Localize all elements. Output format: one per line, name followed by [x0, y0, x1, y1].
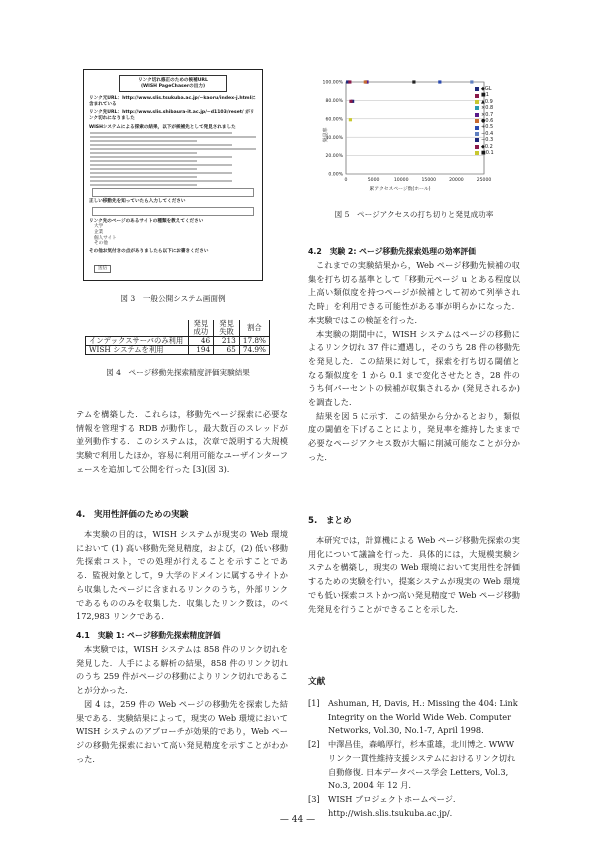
reference-text: WISH プロジェクトホームページ. http://wish.slis.tsukuba.ac.jp/.	[328, 793, 456, 818]
fig3-question2: リンク先のページのあるサイトの種類を教えてください	[89, 218, 204, 224]
legend-swatch	[475, 119, 479, 123]
legend-label: ■0.1	[481, 150, 494, 157]
table-cell: 46	[188, 337, 214, 346]
legend-swatch	[475, 113, 479, 117]
y-axis-label: 発見率	[323, 127, 329, 143]
section-4-2-heading: 4.2 実験 2: ページ移動先探索処理の効率評価	[308, 247, 476, 256]
section-4-heading: 4. 実用性評価のための実験	[76, 510, 189, 520]
fig3-candidate-line	[90, 172, 232, 174]
legend-swatch	[475, 100, 479, 104]
fig3-link-target: リンク先URL：http://www.slis.shibaura-it.ac.jp/~d1103/reset/ がリンク切れになりました	[89, 110, 255, 121]
table-cell: インデックスサーバのみ利用	[86, 337, 189, 346]
table-cell: 74.9%	[239, 346, 269, 355]
legend-label: ×0.8	[481, 105, 494, 112]
data-point	[349, 100, 352, 103]
page-number: — 44 —	[279, 815, 316, 825]
reference-text: Ashuman, H, Davis, H.: Missing the 404: Link Integrity on the World Wide Web. Computer Networks, Vol.30, No.1-7, April 1998.	[328, 698, 518, 736]
fig3-candidate-line	[90, 160, 197, 162]
left-paragraph-4: 図 4 は，259 件の Web ページの移動先を探索した結果である．実験結果によって，現実の Web 環境において WISH システムのアプローチが効果的であり，Web ページの移動先探索において高い発見精度を示すことがわかった．	[76, 698, 288, 764]
table-cell: WISH システムを利用	[86, 346, 189, 355]
reference-item	[308, 738, 520, 793]
left-paragraph-1: テムを構築した．これらは，移動先ページ探索に必要な情報を管理する RDB が動作し，最大数百のスレッドが並列動作する．このシステムは，次章で説明する大規模実験で利用したほか，容易に利用可能なユーザインターフェースを追加して公開を行った [3](図 3).	[76, 409, 288, 474]
reference-item	[308, 697, 520, 738]
right-paragraph-4: 本研究では，計算機による Web ページ移動先探索の実用化について議論を行った．具体的には，大規模実験システムを構築し，現実の Web 環境において実用性を評価するための実験を行い，提案システムが現実の Web 環境でも低い探索コストかつ高い発見精度で Web ページ移動先発見を行うことができることを示した．	[308, 535, 520, 614]
plot-frame	[346, 82, 484, 174]
y-tick-label: 80.00%	[325, 99, 343, 104]
fig3-question: 正しい移動先を知っていたら入力してください	[89, 199, 186, 205]
left-column-sec41	[76, 643, 288, 766]
data-point	[348, 80, 351, 83]
fig3-option[interactable]: 企業	[94, 229, 104, 235]
y-tick-label: 40.00%	[325, 135, 343, 141]
fig3-candidate-line	[90, 176, 197, 178]
right-paragraph-3: 結果を図 5 に示す．この結果から分かるとおり，類似度の閾値を下げることにより，発見率を維持したままで必要なページアクセス数が大幅に削減可能なことが分かった．	[308, 410, 520, 462]
x-tick-label: 20000	[449, 178, 464, 183]
chart-legend	[475, 86, 494, 156]
data-point	[470, 80, 473, 83]
table-cell: 65	[214, 346, 240, 355]
x-tick-label: 0	[344, 178, 348, 183]
references-list	[308, 697, 520, 820]
figure-4-caption: 図 4 ページ移動先探索精度評価実験結果	[106, 368, 250, 377]
table-header-row	[86, 320, 270, 337]
data-point	[349, 118, 352, 121]
legend-item	[475, 150, 494, 156]
fig3-link-source: リンク元URL：http://www.slis.tsukuba.ac.jp/~kaoru/index-j.htmlに含まれている	[89, 96, 256, 107]
legend-swatch	[475, 106, 479, 110]
legend-label: +0.5	[481, 124, 494, 131]
fig3-title: リンク切れ修正のための候補URL	[138, 78, 208, 83]
reference-text: 中澤昌佳，森嶋厚行，杉本重雄，北川博之. WWW リンク一貫性維持支援システムにおけるリンク切れ自動修復. 日本データベース学会 Letters, Vol.3, No.3, 2004 年 12 月.	[328, 739, 516, 791]
fig3-subtitle: (WISH PageChaserの出力)	[140, 83, 206, 89]
legend-swatch	[475, 126, 479, 130]
legend-swatch	[475, 87, 479, 91]
fig3-submit-button[interactable]: 送信	[94, 265, 111, 273]
x-tick-label: 10000	[393, 178, 409, 183]
legend-label: −0.3	[481, 137, 494, 144]
figure-3-screenshot	[83, 69, 263, 281]
fig3-candidate-line	[90, 152, 197, 154]
legend-swatch	[475, 132, 479, 136]
fig3-option[interactable]: 大学	[94, 224, 104, 230]
legend-label: ▲0.9	[481, 98, 493, 105]
right-paragraph-2: 本実験の期間中に，WISH システムはページの移動によるリンク切れ 37 件に遭遇し，そのうち 28 件の移動先を発見した．この結果に対して，探索を打ち切る閾値となる類似度を 1 から 0.1 まで変化させたとき，28 件のうち何パーセントの候補が収集されるか (発見されるか) を調査した．	[308, 328, 520, 408]
results-table	[85, 320, 270, 355]
x-tick-label: 15000	[421, 178, 437, 183]
table-header-cell	[86, 320, 189, 337]
left-column	[76, 408, 288, 477]
y-tick-label: 100.00%	[322, 80, 343, 86]
data-point	[364, 80, 367, 83]
fig3-option[interactable]: 個人サイト	[94, 235, 117, 241]
table-header-cell: 割合	[239, 320, 269, 337]
x-axis-label: 累アクセスページ数(ホール)	[369, 187, 431, 192]
fig3-footer: その他お気付きの点がありましたら以下にお書きください	[89, 248, 209, 254]
legend-label: ◆GL	[481, 86, 492, 92]
fig3-candidate-line	[90, 156, 232, 158]
figure-5-caption: 図 5 ページアクセスの打ち切りと発見成功率	[334, 210, 494, 219]
data-point	[412, 80, 415, 83]
fig3-candidate-line	[90, 136, 256, 138]
fig3-candidate-line	[90, 140, 197, 142]
table-header-cell: 発見失敗	[214, 320, 240, 337]
legend-label: ×0.7	[481, 111, 494, 118]
fig3-candidate-line	[90, 132, 232, 134]
legend-swatch	[475, 145, 479, 149]
legend-label: −0.4	[481, 130, 494, 137]
fig3-candidate-line	[90, 180, 232, 182]
fig3-status: WISHシステムによる探索の結果，以下が候補先として発見されました	[89, 124, 236, 130]
data-point	[438, 80, 441, 83]
table-header-cell: 発見成功	[188, 320, 214, 337]
fig3-candidate-line	[90, 168, 197, 170]
table-cell: 194	[188, 346, 214, 355]
legend-swatch	[475, 94, 479, 98]
fig3-answer-input[interactable]	[92, 207, 254, 216]
figure-3-caption: 図 3 一般公開システム画面例	[120, 294, 226, 303]
y-tick-label: 20.00%	[325, 154, 343, 160]
fig3-candidate-line	[90, 184, 197, 186]
table-row	[86, 346, 270, 355]
right-column-sec42	[308, 259, 520, 465]
right-paragraph-1: これまでの実験結果から，Web ページ移動先候補の収集を打ち切る基準として「移動元ページ u とある程度以上高い類似度を持つページが候補として初めて列挙された時」を利用できる可能性がある事が明らかになった．本実験ではこの検証を行った．	[308, 260, 520, 325]
left-column-sec4	[76, 528, 288, 624]
fig3-candidate-line	[90, 148, 256, 150]
reference-number: [3]	[308, 793, 320, 804]
x-tick-label: 25000	[476, 178, 492, 183]
table-cell: 17.8%	[239, 337, 269, 346]
legend-label: ◆0.2	[481, 143, 493, 150]
fig3-candidate-line	[90, 164, 232, 166]
legend-label: ●0.6	[481, 118, 494, 125]
references-heading: 文献	[308, 677, 326, 687]
table-cell: 213	[214, 337, 240, 346]
section-5-heading: 5. まとめ	[308, 516, 352, 526]
fig3-title-box	[119, 75, 227, 92]
right-column-sec5	[308, 534, 520, 616]
left-paragraph-2: 本実験の目的は，WISH システムが現実の Web 環境において (1) 高い移動先発見精度，および，(2) 低い移動先探索コスト，での処理が行えることを示すことである．監視対象として，9 大学のドメインに属するサイトから収集したページに含まれるリンクのうち，外部リンクであるもののみを収集した．収集したリンク数は，のべ 172,983 リンクである．	[76, 529, 288, 622]
left-paragraph-3: 本実験では，WISH システムは 858 件のリンク切れを発見した．人手による解析の結果，858 件のリンク切れのうち 259 件がページの移動によりリンク切れであることが分かった．	[76, 644, 288, 696]
reference-number: [1]	[308, 698, 320, 708]
y-tick-label: 0.00%	[328, 172, 343, 178]
reference-number: [2]	[308, 739, 320, 750]
x-tick-label: 5000	[367, 178, 380, 183]
legend-swatch	[475, 151, 479, 155]
legend-swatch	[475, 138, 479, 142]
legend-label: ■1	[481, 92, 489, 99]
section-4-1-heading: 4.1 実験 1: ページ移動先探索精度評価	[76, 631, 221, 640]
y-tick-label: 60.00%	[325, 117, 343, 123]
fig3-option[interactable]: その他	[94, 241, 108, 247]
fig3-url-input[interactable]	[92, 188, 254, 197]
fig3-candidate-line	[90, 144, 232, 146]
